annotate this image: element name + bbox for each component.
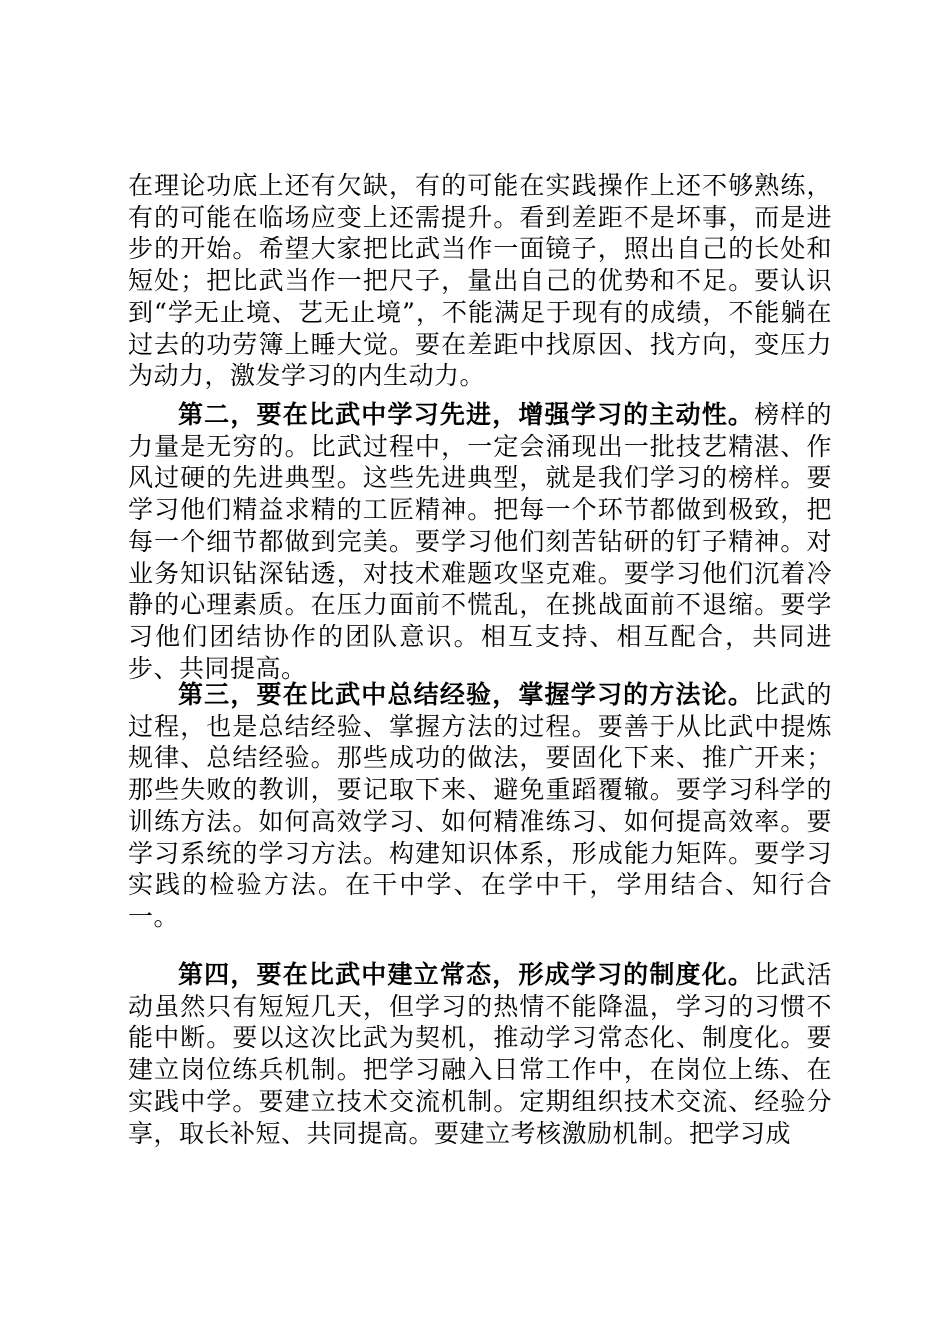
paragraph-heading: 第三，要在比武中总结经验，掌握学习的方法论。 [178, 680, 755, 709]
paragraph-body: 比武的过程，也是总结经验、掌握方法的过程。要善于从比武中提炼规律、总结经验。那些成功的做法，要固化下来、推广开来；那些失败的教训，要记取下来、避免重蹈覆辙。要学习科学的训练方法。如何高效学习、如何精准练习、如何提高效率。要学习系统的学习方法。构建知识体系，形成能力矩阵。要学习实践的检验方法。在干中学、在学中干，学用结合、知行合一。 [128, 680, 832, 931]
paragraph-heading: 第四，要在比武中建立常态，形成学习的制度化。 [178, 960, 755, 989]
paragraph-fourth-point [128, 959, 832, 1149]
paragraph-third-point [128, 679, 832, 933]
paragraph-continued [128, 170, 832, 392]
paragraph-second-point [128, 399, 832, 684]
paragraph-body: 在理论功底上还有欠缺，有的可能在实践操作上还不够熟练，有的可能在临场应变上还需提升。看到差距不是坏事，而是进步的开始。希望大家把比武当作一面镜子，照出自己的长处和短处；把比武当作一把尺子，量出自己的优势和不足。要认识到“学无止境、艺无止境”，不能满足于现有的成绩，不能躺在过去的功劳簿上睡大觉。要在差距中找原因、找方向，变压力为动力，激发学习的内生动力。 [128, 171, 832, 391]
paragraph-body: 榜样的力量是无穷的。比武过程中，一定会涌现出一批技艺精湛、作风过硬的先进典型。这些先进典型，就是我们学习的榜样。要学习他们精益求精的工匠精神。把每一个环节都做到极致，把每一个细节都做到完美。要学习他们刻苦钻研的钉子精神。对业务知识钻深钻透，对技术难题攻坚克难。要学习他们沉着冷静的心理素质。在压力面前不慌乱，在挑战面前不退缩。要学习他们团结协作的团队意识。相互支持、相互配合，共同进步、共同提高。 [128, 400, 832, 683]
paragraph-body: 比武活动虽然只有短短几天，但学习的热情不能降温，学习的习惯不能中断。要以这次比武为契机，推动学习常态化、制度化。要建立岗位练兵机制。把学习融入日常工作中，在岗位上练、在实践中学。要建立技术交流机制。定期组织技术交流、经验分享，取长补短、共同提高。要建立考核激励机制。把学习成 [128, 960, 832, 1148]
paragraph-heading: 第二，要在比武中学习先进，增强学习的主动性。 [178, 400, 755, 429]
